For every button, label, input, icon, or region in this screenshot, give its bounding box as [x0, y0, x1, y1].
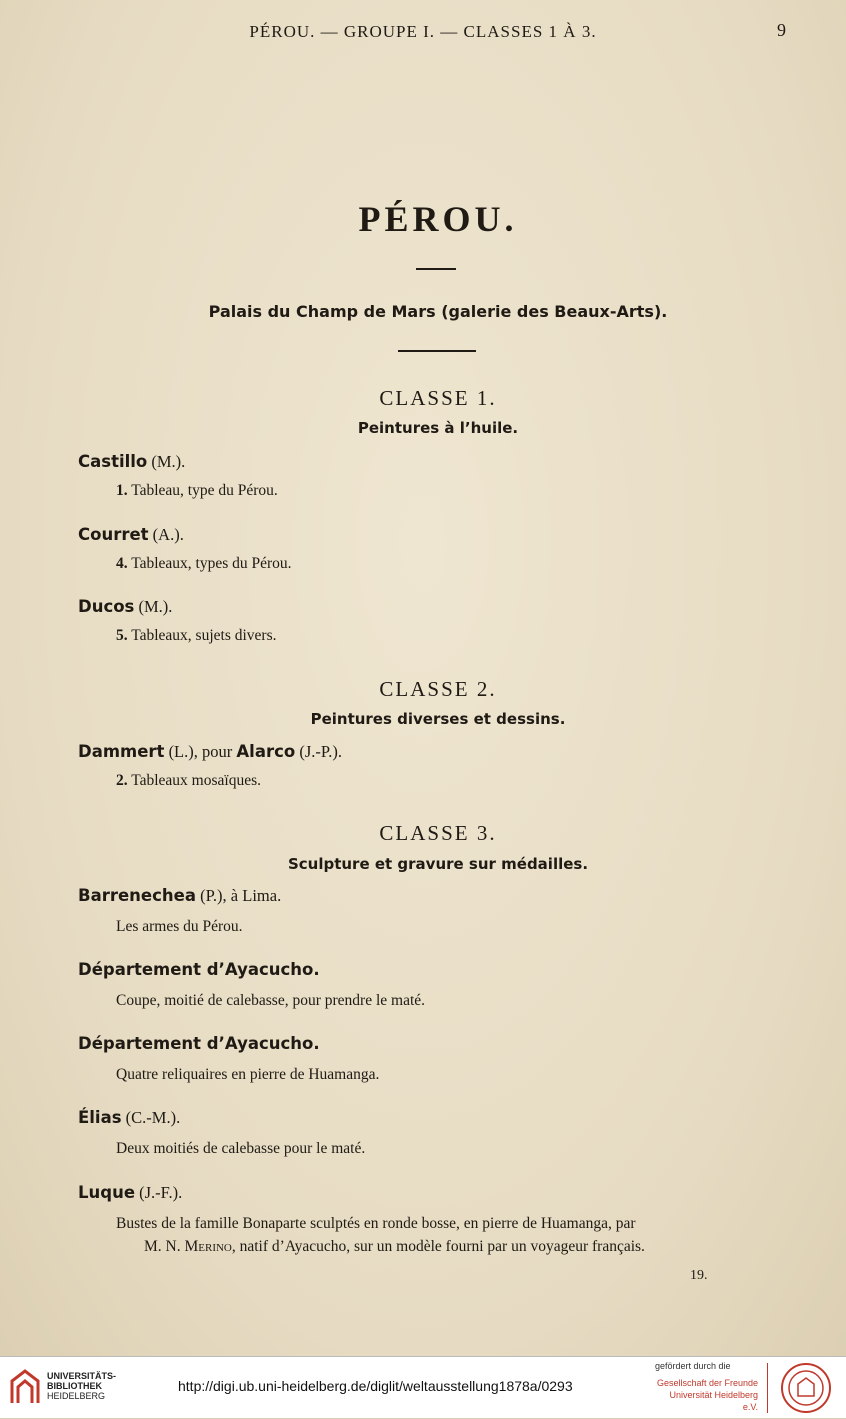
item-text: Tableaux mosaïques. — [127, 772, 261, 789]
exhibitor-entry — [78, 597, 172, 617]
exhibitor-name: Barrenechea — [78, 886, 196, 905]
exhibit-item — [116, 555, 292, 573]
exhibitor-entry — [78, 1108, 180, 1128]
page-title: PÉROU. — [358, 199, 518, 239]
item-text-continued: , natif d’Ayacucho, sur un modèle fourni par un voyageur français. — [231, 1238, 645, 1255]
item-text: Tableau, type du Pérou. — [127, 482, 278, 499]
exhibit-item — [116, 772, 261, 790]
exhibitor-name: Ducos — [78, 597, 135, 616]
exhibitor-name: Luque — [78, 1183, 136, 1202]
item-text: Coupe, moitié de calebasse, pour prendre le maté. — [116, 992, 426, 1009]
library-logo-icon — [8, 1367, 42, 1412]
exhibit-item — [116, 1140, 365, 1158]
class-2-title: CLASSE 2. — [379, 677, 497, 701]
exhibitor-name: Courret — [78, 525, 149, 544]
item-text: Tableaux, sujets divers. — [127, 627, 277, 644]
exhibit-item — [116, 992, 425, 1010]
exhibitor-detail: (L.), pour — [164, 742, 237, 761]
exhibitor-name: Département d’Ayacucho. — [78, 1034, 320, 1053]
class-2-subtitle: Peintures diverses et dessins. — [310, 710, 566, 728]
exhibitor-entry — [78, 886, 281, 906]
university-seal-icon — [780, 1362, 832, 1419]
item-number: 2. — [116, 772, 128, 789]
exhibitor-name: Département d’Ayacucho. — [78, 960, 320, 979]
exhibit-item — [116, 627, 277, 645]
item-text: Tableaux, types du Pérou. — [127, 555, 292, 572]
library-line-3: HEIDELBERG — [47, 1391, 106, 1401]
footer-divider — [767, 1363, 768, 1413]
running-head: PÉROU. — GROUPE I. — CLASSES 1 À 3. — [249, 22, 597, 41]
item-text: Quatre reliquaires en pierre de Huamanga. — [116, 1066, 380, 1083]
class-3-subtitle: Sculpture et gravure sur médailles. — [287, 855, 589, 873]
exhibitor-name: Élias — [78, 1108, 122, 1127]
class-3-title: CLASSE 3. — [379, 821, 497, 845]
permalink-url[interactable]: http://digi.ub.uni-heidelberg.de/diglit/weltausstellung1878a/0293 — [178, 1378, 573, 1394]
item-number: 1. — [116, 482, 128, 499]
exhibit-item — [116, 918, 243, 936]
exhibitor-name: Castillo — [78, 452, 148, 471]
exhibit-item — [116, 1212, 806, 1258]
exhibitor-entry — [78, 1183, 182, 1203]
sponsor-line-1: Gesellschaft der Freunde — [656, 1378, 758, 1388]
sponsor-line-2: Universität Heidelberg e.V. — [669, 1390, 758, 1412]
exhibit-item — [116, 1066, 379, 1084]
exhibitor-entry — [78, 452, 185, 472]
class-1-title: CLASSE 1. — [379, 386, 497, 410]
sponsor-name — [652, 1377, 758, 1413]
exhibitor-detail: (P.), à Lima. — [195, 886, 282, 905]
exhibitor-detail: (J.-F.). — [135, 1183, 183, 1202]
title-rule — [416, 268, 456, 270]
venue-rule — [398, 350, 476, 352]
exhibitor-entry — [78, 742, 342, 762]
exhibitor-detail: (M.). — [134, 597, 173, 616]
sculptor-name: M. N. Merino — [144, 1238, 232, 1255]
library-line-1: UNIVERSITÄTS- — [47, 1371, 117, 1381]
library-name — [47, 1371, 116, 1401]
item-text: Les armes du Pérou. — [116, 918, 243, 935]
signature-mark: 19. — [690, 1268, 708, 1283]
venue-heading: Palais du Champ de Mars (galerie des Beaux-Arts). — [208, 302, 668, 321]
item-text: Deux moitiés de calebasse pour le maté. — [116, 1140, 366, 1157]
exhibitor-name-secondary: Alarco — [236, 742, 296, 761]
item-number: 4. — [116, 555, 128, 572]
item-number: 5. — [116, 627, 128, 644]
exhibitor-name: Dammert — [78, 742, 165, 761]
class-1-subtitle: Peintures à l’huile. — [357, 419, 519, 437]
exhibitor-entry — [78, 1034, 320, 1054]
exhibitor-detail: (C.-M.). — [121, 1108, 181, 1127]
exhibitor-detail-secondary: (J.-P.). — [295, 742, 342, 761]
exhibitor-entry — [78, 525, 184, 545]
viewer-footer — [0, 1356, 846, 1418]
item-text: Bustes de la famille Bonaparte sculptés en ronde bosse, en pierre de Huamanga, par — [116, 1215, 636, 1232]
page-number: 9 — [777, 20, 786, 40]
exhibit-item — [116, 482, 278, 500]
exhibitor-detail: (A.). — [148, 525, 184, 544]
sponsor-label: gefördert durch die — [655, 1361, 731, 1371]
library-line-2: BIBLIOTHEK — [47, 1381, 102, 1391]
exhibitor-entry — [78, 960, 320, 980]
exhibitor-detail: (M.). — [147, 452, 186, 471]
